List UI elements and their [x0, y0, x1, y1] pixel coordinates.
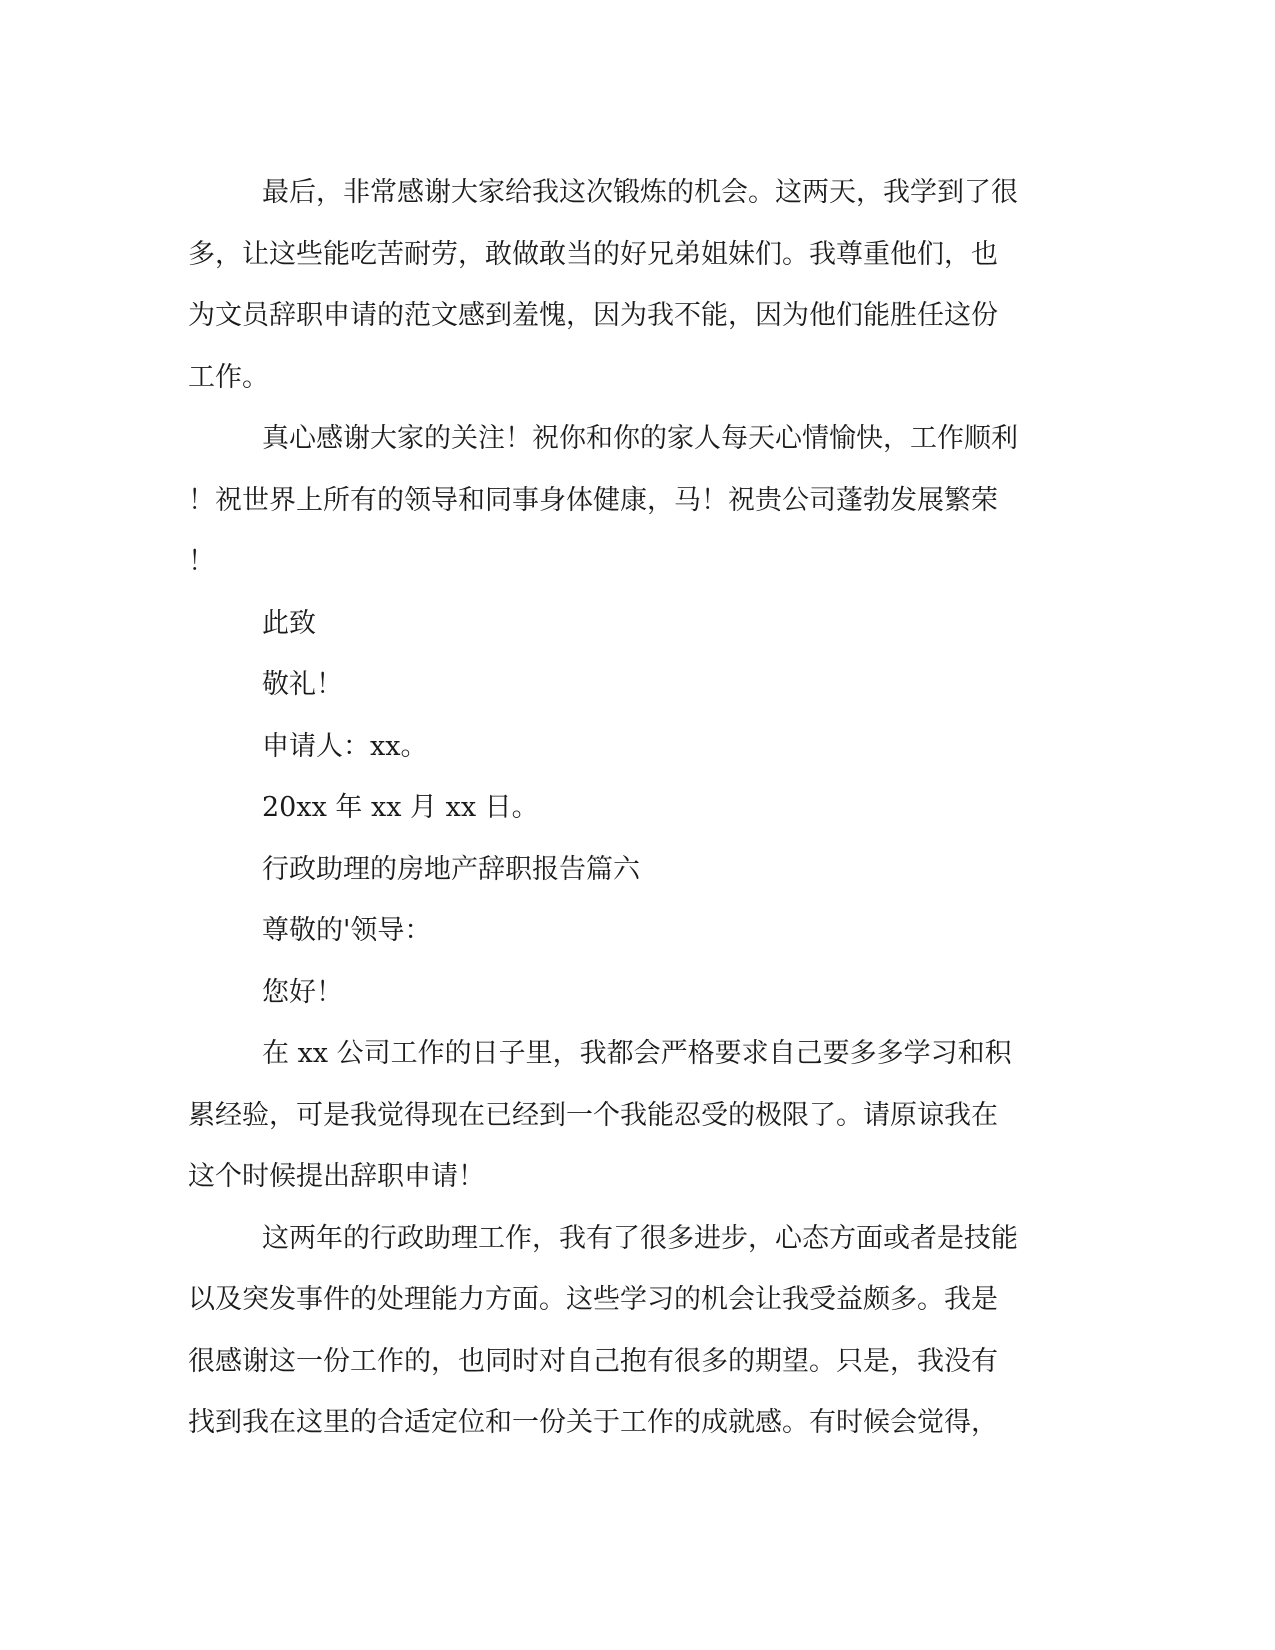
closing-salutation: 此致	[262, 607, 316, 639]
paragraph-thanks: 最后，非常感谢大家给我这次锻炼的机会。这两天，我学到了很 多，让这些能吃苦耐劳，敢做敢当的好兄弟姐妹们。我尊重他们，也 为文员辞职申请的范文感到羞愧，因为我不能，因为他们能胜任这份 工作。	[188, 177, 1018, 393]
document-body	[188, 162, 1088, 1454]
paragraph-wishes: 真心感谢大家的关注！祝你和你的家人每天心情愉快，工作顺利 ！祝世界上所有的领导和同事身体健康，马！祝贵公司蓬勃发展繁荣 ！	[188, 423, 1018, 577]
paragraph-company: 在 xx 公司工作的日子里，我都会严格要求自己要多多学习和积 累经验，可是我觉得现在已经到一个我能忍受的极限了。请原谅我在 这个时候提出辞职申请！	[188, 1038, 1012, 1192]
section-heading: 行政助理的房地产辞职报告篇六	[262, 853, 640, 885]
greeting-recipient: 尊敬的'领导：	[262, 915, 432, 946]
date-line: 20xx 年 xx 月 xx 日。	[262, 792, 539, 823]
paragraph-progress: 这两年的行政助理工作，我有了很多进步，心态方面或者是技能 以及突发事件的处理能力方面。这些学习的机会让我受益颇多。我是 很感谢这一份工作的，也同时对自己抱有很多的期望。只是，我没有 找到我在这里的合适定位和一份关于工作的成就感。有时候会觉得，	[188, 1222, 1018, 1438]
applicant-line: 申请人：xx。	[262, 730, 428, 762]
greeting-hello: 您好！	[262, 976, 343, 1008]
closing-regards: 敬礼！	[262, 669, 343, 700]
